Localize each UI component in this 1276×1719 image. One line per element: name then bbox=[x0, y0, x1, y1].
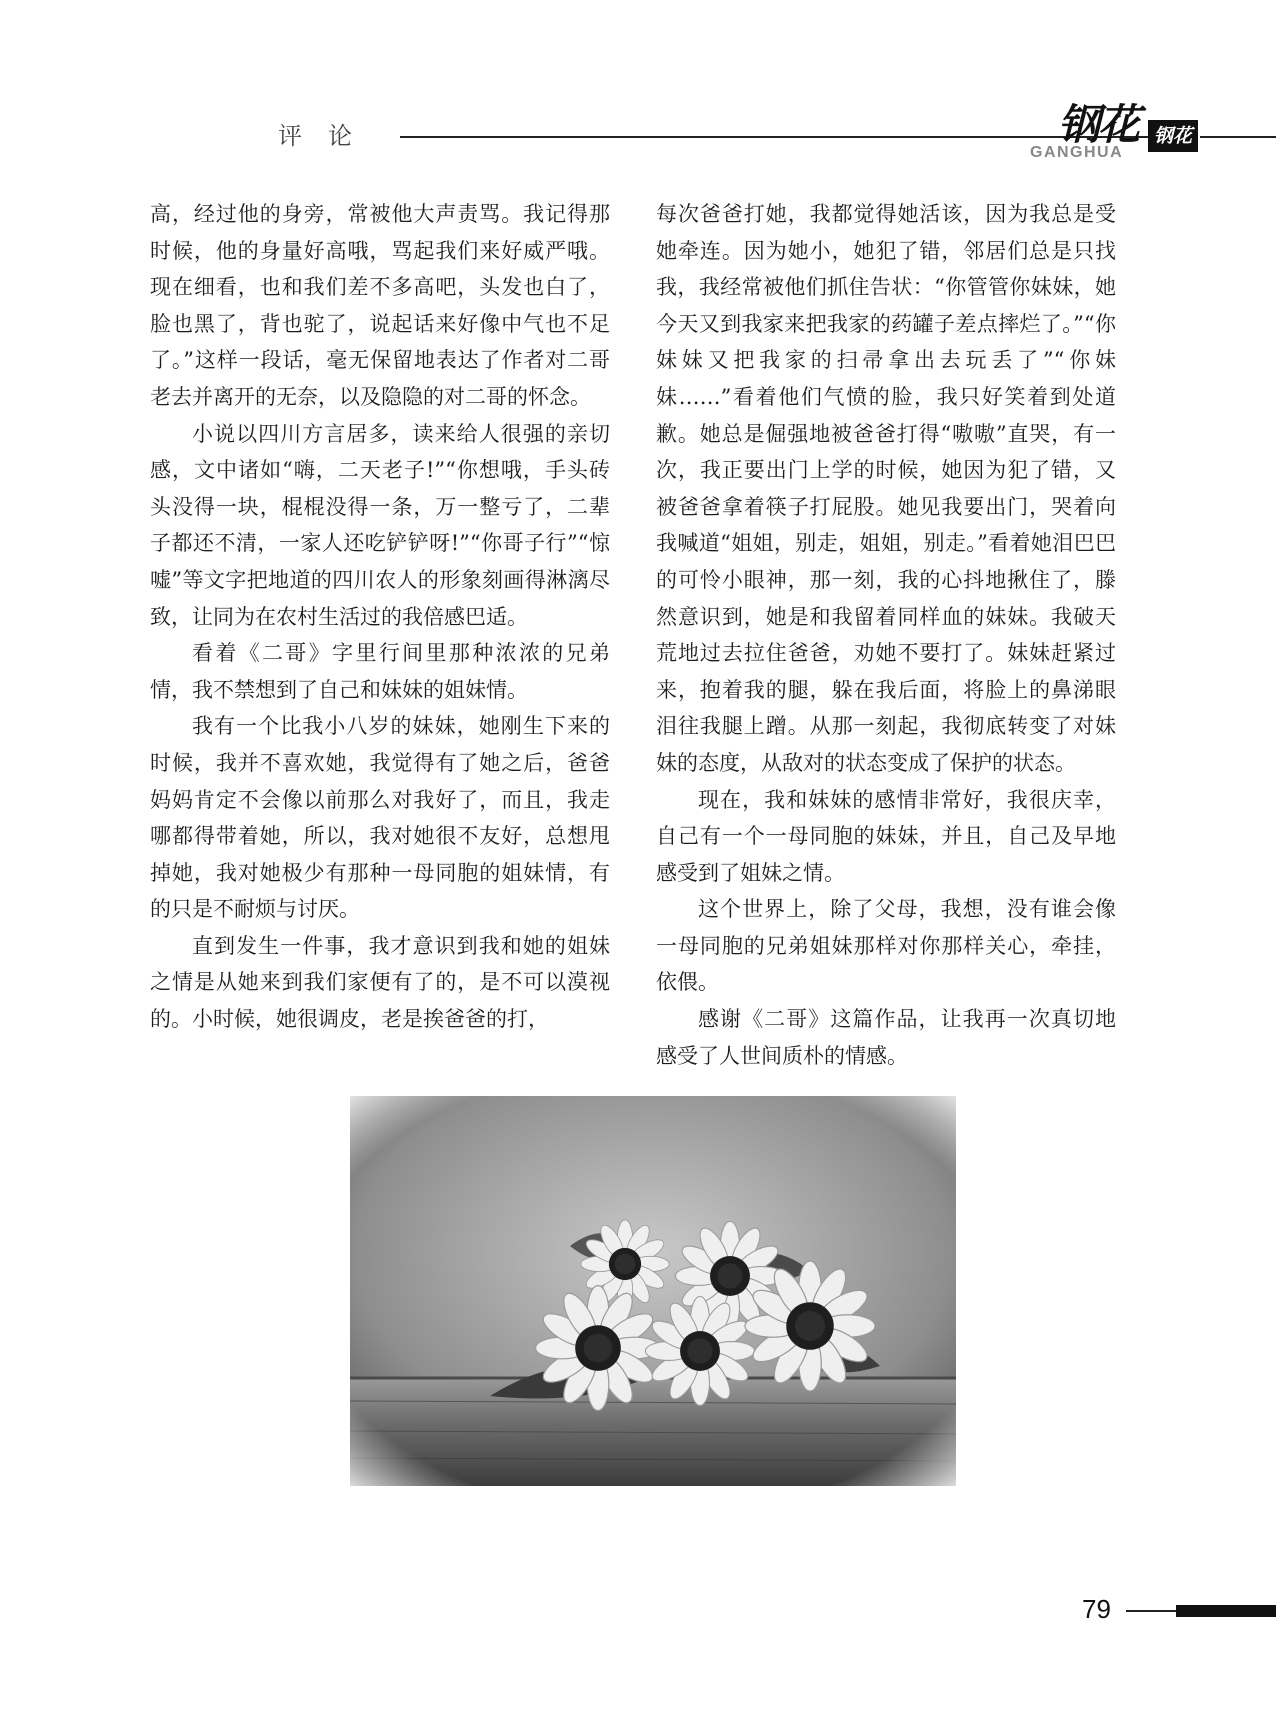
right-column bbox=[656, 196, 1116, 1074]
paragraph: 高，经过他的身旁，常被他大声责骂。我记得那时候，他的身量好高哦，骂起我们来好威严哦。现在细看，也和我们差不多高吧，头发也白了，脸也黑了，背也驼了，说起话来好像中气也不足了。”这样一段话，毫无保留地表达了作者对二哥老去并离开的无奈，以及隐隐的对二哥的怀念。 bbox=[150, 202, 610, 409]
page-number: 79 bbox=[1082, 1594, 1111, 1624]
section-label: 评论 bbox=[278, 122, 378, 150]
footer-bar bbox=[1176, 1605, 1276, 1617]
header-rule-right bbox=[1200, 136, 1276, 138]
paragraph: 看着《二哥》字里行间里那种浓浓的兄弟情，我不禁想到了自己和妹妹的姐妹情。 bbox=[150, 641, 610, 702]
magazine-logo-latin: GANGHUA bbox=[1030, 144, 1124, 161]
paragraph: 感谢《二哥》这篇作品，让我再一次真切地感受了人世间质朴的情感。 bbox=[656, 1007, 1116, 1068]
magazine-logo-badge: 钢花 bbox=[1148, 120, 1198, 152]
sunflower-photo bbox=[350, 1096, 956, 1486]
footer-rule bbox=[1126, 1610, 1176, 1612]
magazine-logo: 钢花 bbox=[1058, 100, 1139, 149]
paragraph: 直到发生一件事，我才意识到我和她的姐妹之情是从她来到我们家便有了的，是不可以漠视的。小时候，她很调皮，老是挨爸爸的打， bbox=[150, 933, 610, 1032]
paragraph: 我有一个比我小八岁的妹妹，她刚生下来的时候，我并不喜欢她，我觉得有了她之后，爸爸妈妈肯定不会像以前那么对我好了，而且，我走哪都得带着她，所以，我对她很不友好，总想甩掉她，我对她极少有那种一母同胞的姐妹情，有的只是不耐烦与讨厌。 bbox=[150, 714, 610, 922]
left-column bbox=[150, 196, 610, 1038]
paragraph: 这个世界上，除了父母，我想，没有谁会像一母同胞的兄弟姐妹那样对你那样关心，牵挂，依偎。 bbox=[656, 897, 1116, 995]
paragraph: 每次爸爸打她，我都觉得她活该，因为我总是受她牵连。因为她小，她犯了错，邻居们总是只找我，我经常被他们抓住告状：“你管管你妹妹，她今天又到我家来把我家的药罐子差点摔烂了。”“你妹妹又把我家的扫帚拿出去玩丢了”“你妹妹……”看着他们气愤的脸，我只好笑着到处道歉。她总是倔强地被爸爸打得“嗷嗷”直哭，有一次，我正要出门上学的时候，她因为犯了错，又被爸爸拿着筷子打屁股。她见我要出门，哭着向我喊道“姐姐，别走，姐姐，别走。”看着她泪巴巴的可怜小眼神，那一刻，我的心抖地揪住了，滕然意识到，她是和我留着同样血的妹妹。我破天荒地过去拉住爸爸，劝她不要打了。妹妹赶紧过来，抱着我的腿，躲在我后面，将脸上的鼻涕眼泪往我腿上蹭。从那一刻起，我彻底转变了对妹妹的态度，从敌对的状态变成了保护的状态。 bbox=[656, 202, 1116, 775]
paragraph: 现在，我和妹妹的感情非常好，我很庆幸，自己有一个一母同胞的妹妹，并且，自己及早地感受到了姐妹之情。 bbox=[656, 787, 1116, 885]
paragraph: 小说以四川方言居多，读来给人很强的亲切感，文中诸如“嗨，二天老子!”“你想哦，手头砖头没得一块，棍棍没得一条，万一整亏了，二辈子都还不清，一家人还吃铲铲呀!”“你哥子行”“惊嘘”等文字把地道的四川农人的形象刻画得淋漓尽致，让同为在农村生活过的我倍感巴适。 bbox=[150, 421, 610, 629]
